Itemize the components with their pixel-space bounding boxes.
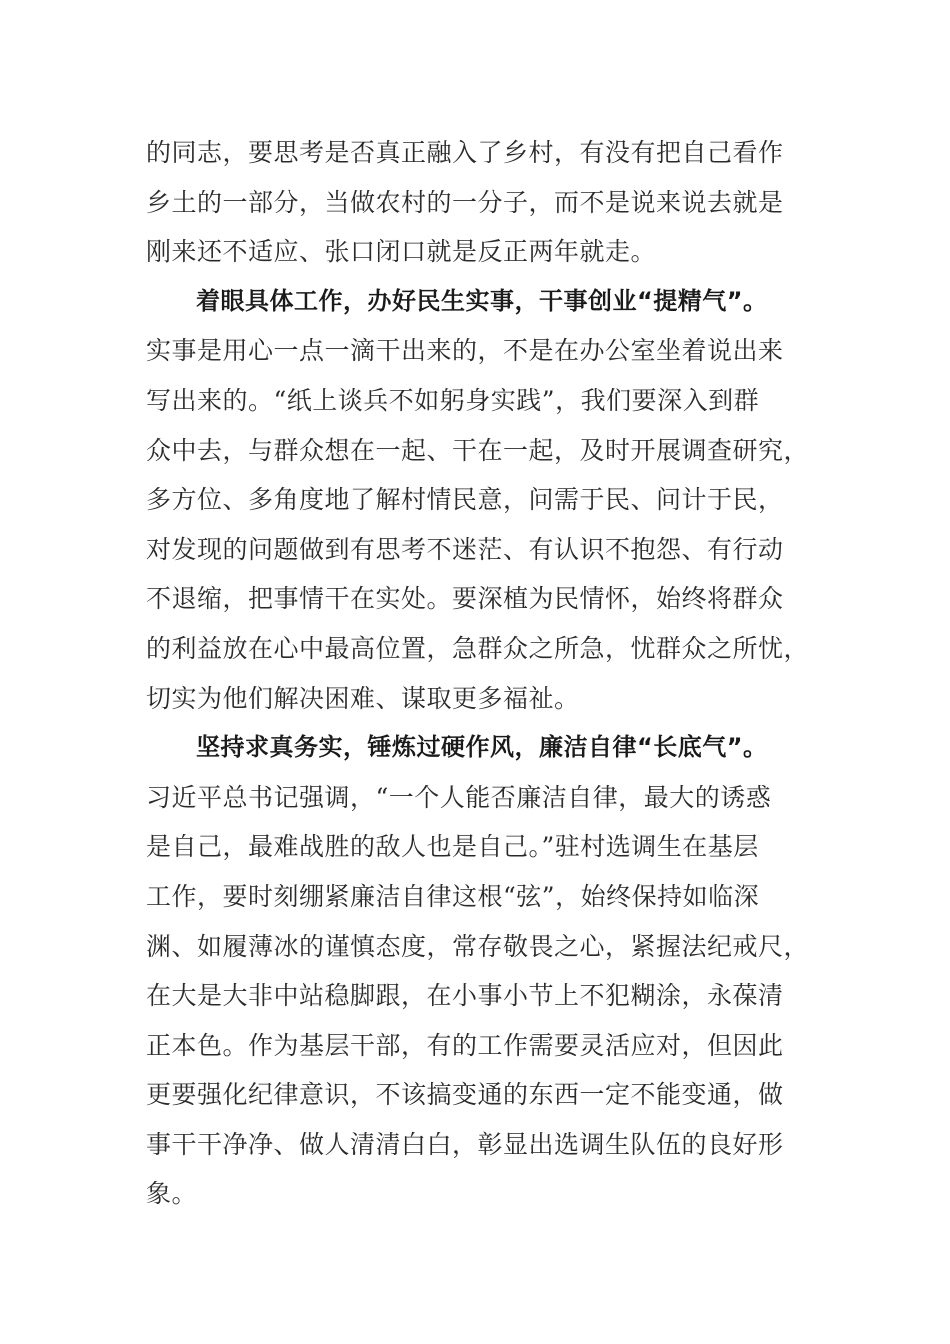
body-line: 习近平总书记强调，“一个人能否廉洁自律，最大的诱惑 [146, 782, 772, 812]
body-line: 渊、如履薄冰的谨慎态度，常存敬畏之心，紧握法纪戒尺， [146, 931, 810, 961]
body-line: 实事是用心一点一滴干出来的，不是在办公室坐着说出来 [146, 336, 784, 366]
body-line: 对发现的问题做到有思考不迷茫、有认识不抱怨、有行动 [146, 534, 784, 564]
body-line: 写出来的。“纸上谈兵不如躬身实践”，我们要深入到群 [146, 385, 760, 415]
body-line: 乡土的一部分，当做农村的一分子，而不是说来说去就是 [146, 187, 784, 217]
body-line: 在大是大非中站稳脚跟，在小事小节上不犯糊涂，永葆清 [146, 981, 784, 1011]
body-line: 的同志，要思考是否真正融入了乡村，有没有把自己看作 [146, 138, 784, 167]
body-line: 工作，要时刻绷紧廉洁自律这根“弦”，始终保持如临深 [146, 881, 760, 911]
body-line: 正本色。作为基层干部，有的工作需要灵活应对，但因此 [146, 1030, 784, 1060]
body-line: 的利益放在心中最高位置，急群众之所急，忧群众之所忧， [146, 633, 810, 663]
body-line: 不退缩，把事情干在实处。要深植为民情怀，始终将群众 [146, 584, 784, 614]
body-line: 象。 [146, 1179, 198, 1209]
body-line: 更要强化纪律意识，不该搞变通的东西一定不能变通，做 [146, 1080, 784, 1110]
section-heading: 着眼具体工作，办好民生实事，干事创业“提精气”。 [196, 286, 768, 315]
body-line: 切实为他们解决困难、谋取更多福祉。 [146, 683, 580, 713]
body-line: 刚来还不适应、张口闭口就是反正两年就走。 [146, 237, 657, 267]
body-line: 众中去，与群众想在一起、干在一起，及时开展调查研究， [146, 435, 810, 465]
section-heading: 坚持求真务实，锤炼过硬作风，廉洁自律“长底气”。 [196, 733, 768, 762]
body-line: 多方位、多角度地了解村情民意，问需于民、问计于民， [146, 485, 784, 515]
body-line: 是自己，最难战胜的敌人也是自己。”驻村选调生在基层 [146, 832, 759, 862]
body-line: 事干干净净、做人清清白白，彰显出选调生队伍的良好形 [146, 1129, 784, 1159]
document-body [146, 128, 810, 1219]
